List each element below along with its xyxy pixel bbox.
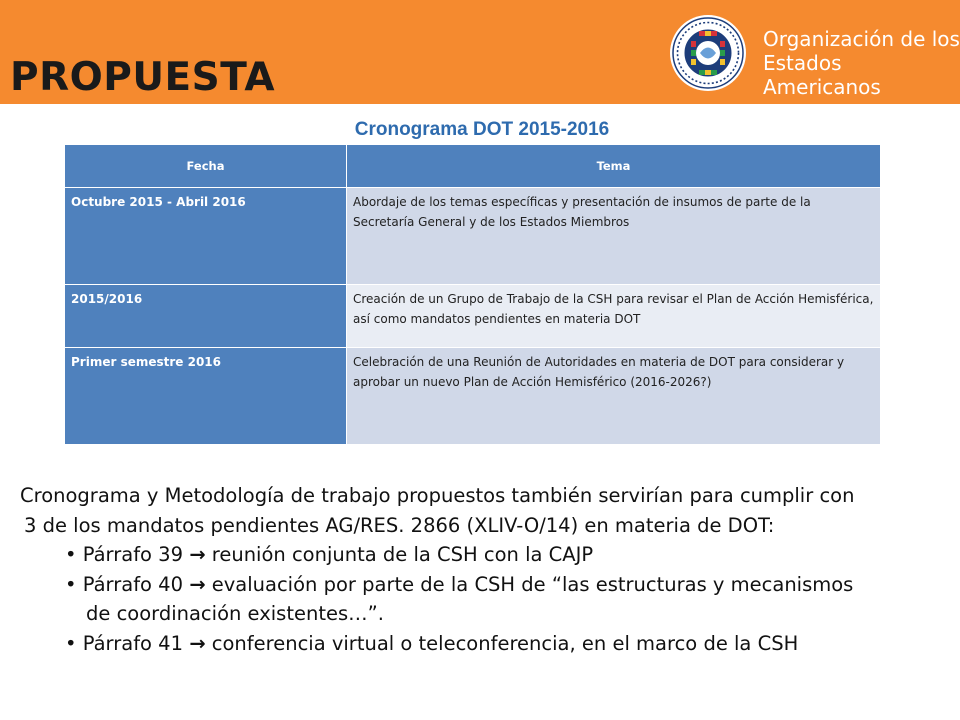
schedule-subtitle: Cronograma DOT 2015-2016 [354, 119, 610, 140]
organization-name [763, 27, 960, 99]
list-item [20, 570, 950, 600]
bullet-text: conferencia virtual o teleconferencia, en el marco de la CSH [211, 631, 799, 655]
bullet-continuation: de coordinación existentes…”. [86, 602, 384, 625]
org-name-line1: Organización de los [763, 27, 960, 51]
bullet-icon: • [65, 631, 77, 655]
row-topic: Abordaje de los temas específicas y presentación de insumos de parte de la Secretaría General y de los Estados Miembros [347, 188, 881, 285]
bullet-lead: Párrafo 39 [82, 543, 183, 566]
right-arrow-icon: → [189, 543, 206, 566]
table-row [65, 188, 881, 285]
oas-seal-icon [669, 14, 747, 92]
body-line-2: 3 de los mandatos pendientes AG/RES. 2866 (XLIV-O/14) en materia de DOT: [24, 513, 775, 537]
bullet-text: evaluación por parte de la CSH de “las estructuras y mecanismos [211, 572, 854, 596]
row-topic: Celebración de una Reunión de Autoridades en materia de DOT para considerar y aprobar un nuevo Plan de Acción Hemisférico (2016-2026?) [347, 348, 881, 445]
bullet-icon: • [65, 543, 77, 566]
bullet-text: reunión conjunta de la CSH con la CAJP [211, 543, 594, 566]
table-header-row [65, 145, 881, 188]
right-arrow-icon: → [189, 572, 206, 596]
bullet-lead: Párrafo 40 [82, 572, 183, 596]
column-header-date: Fecha [65, 145, 347, 188]
column-header-topic: Tema [347, 145, 881, 188]
header-banner [0, 0, 960, 104]
row-date: 2015/2016 [65, 285, 347, 348]
body-line-1: Cronograma y Metodología de trabajo propuestos también servirían para cumplir con [20, 484, 855, 507]
right-arrow-icon: → [189, 631, 206, 655]
table-row [65, 285, 881, 348]
table-row [65, 348, 881, 445]
bullet-icon: • [65, 572, 77, 596]
list-item [20, 540, 950, 570]
list-item [20, 629, 950, 659]
slide-title: PROPUESTA [10, 55, 276, 100]
bullet-lead: Párrafo 41 [82, 631, 183, 655]
org-name-line2: Estados Americanos [763, 51, 881, 99]
row-date: Primer semestre 2016 [65, 348, 347, 445]
row-date: Octubre 2015 - Abril 2016 [65, 188, 347, 285]
row-topic: Creación de un Grupo de Trabajo de la CSH para revisar el Plan de Acción Hemisférica, así como mandatos pendientes en materia DOT [347, 285, 881, 348]
schedule-table [64, 144, 881, 445]
body-text [20, 481, 950, 658]
